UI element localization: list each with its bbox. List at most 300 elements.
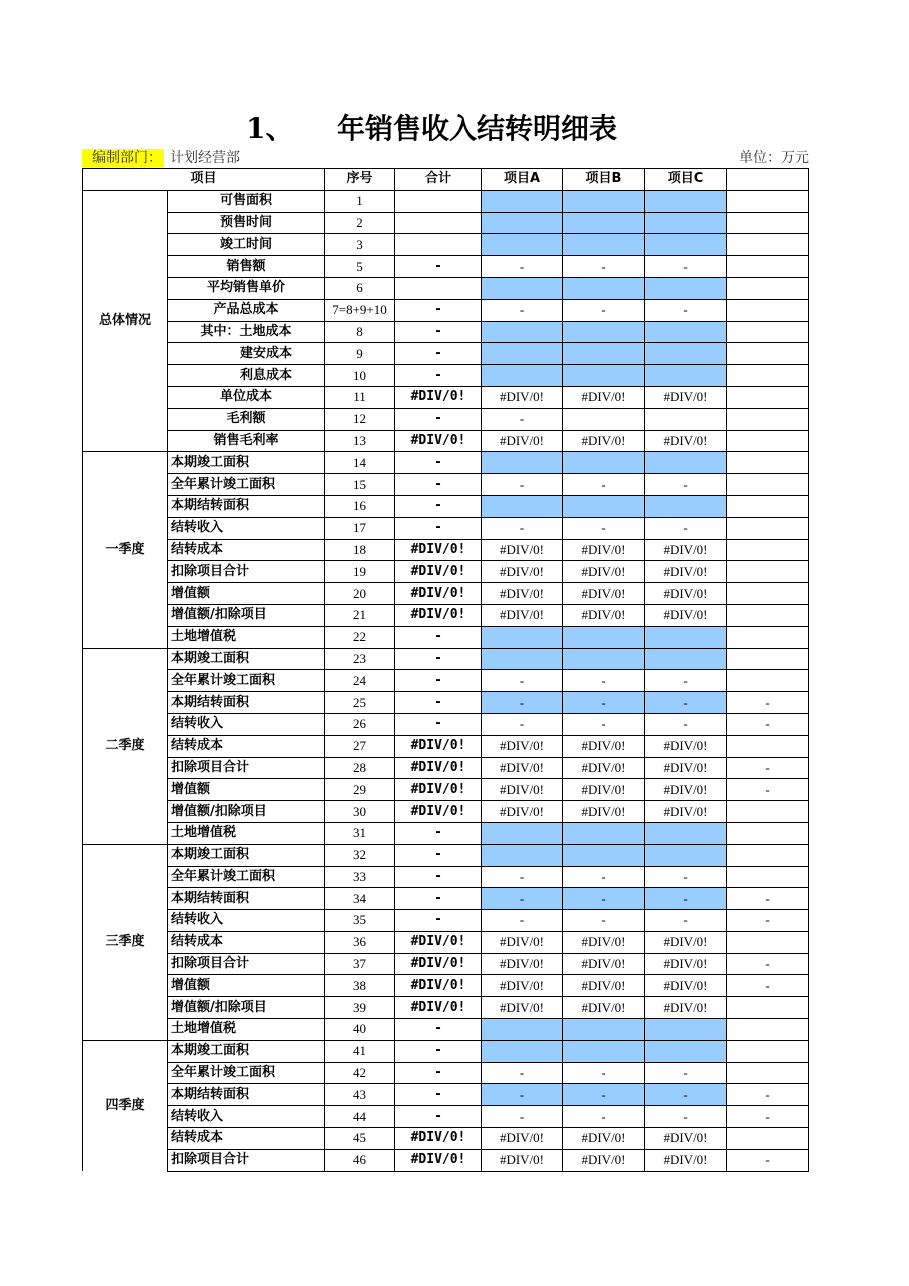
table-row [83,1128,809,1150]
project-b-cell[interactable]: #DIV/0! [563,386,645,408]
row-label: 增值额/扣除项目 [168,997,325,1019]
project-b-cell[interactable]: #DIV/0! [563,1149,645,1171]
extra-cell[interactable] [727,822,809,844]
row-label: 扣除项目合计 [168,953,325,975]
extra-cell[interactable] [727,670,809,692]
total-cell[interactable]: - [395,910,482,932]
header-extra [727,169,809,191]
project-a-cell[interactable]: #DIV/0! [482,801,563,823]
project-b-cell[interactable]: - [563,1084,645,1106]
project-b-cell[interactable]: - [563,692,645,714]
extra-cell[interactable] [727,866,809,888]
project-b-cell[interactable]: #DIV/0! [563,997,645,1019]
seq-cell: 5 [325,256,395,278]
project-c-cell[interactable] [645,277,727,299]
project-a-cell[interactable]: #DIV/0! [482,779,563,801]
project-b-cell[interactable] [563,321,645,343]
table-row [83,910,809,932]
project-a-cell[interactable]: #DIV/0! [482,997,563,1019]
project-c-cell[interactable]: - [645,713,727,735]
total-cell[interactable]: #DIV/0! [395,1149,482,1171]
total-cell[interactable] [395,212,482,234]
project-b-cell[interactable] [563,408,645,430]
project-b-cell[interactable] [563,844,645,866]
project-a-cell[interactable] [482,321,563,343]
total-cell[interactable]: #DIV/0! [395,430,482,452]
extra-cell[interactable]: - [727,713,809,735]
project-b-cell[interactable]: #DIV/0! [563,931,645,953]
extra-cell[interactable]: - [727,757,809,779]
project-c-cell[interactable]: - [645,474,727,496]
project-c-cell[interactable] [645,234,727,256]
total-cell[interactable]: - [395,517,482,539]
total-cell[interactable]: - [395,1106,482,1128]
row-label: 本期结转面积 [168,495,325,517]
row-label: 增值额/扣除项目 [168,604,325,626]
project-c-cell[interactable] [645,626,727,648]
extra-cell[interactable]: - [727,953,809,975]
extra-cell[interactable] [727,517,809,539]
header-project-a: 项目A [482,169,563,191]
extra-cell[interactable] [727,735,809,757]
extra-cell[interactable] [727,365,809,387]
extra-cell[interactable] [727,212,809,234]
total-cell[interactable]: - [395,474,482,496]
row-label: 扣除项目合计 [168,1149,325,1171]
row-label: 土地增值税 [168,822,325,844]
seq-cell: 11 [325,386,395,408]
total-cell[interactable]: - [395,452,482,474]
extra-cell[interactable] [727,844,809,866]
unit-label: 单位：万元 [739,150,809,166]
project-c-cell[interactable]: #DIV/0! [645,1149,727,1171]
extra-cell[interactable] [727,474,809,496]
project-a-cell[interactable]: #DIV/0! [482,975,563,997]
project-b-cell[interactable]: #DIV/0! [563,561,645,583]
seq-cell: 30 [325,801,395,823]
seq-cell: 31 [325,822,395,844]
table-row [83,495,809,517]
project-b-cell[interactable]: - [563,910,645,932]
project-c-cell[interactable] [645,365,727,387]
project-b-cell[interactable]: #DIV/0! [563,779,645,801]
project-a-cell[interactable] [482,1040,563,1062]
extra-cell[interactable] [727,299,809,321]
project-c-cell[interactable]: #DIV/0! [645,975,727,997]
total-cell[interactable]: - [395,256,482,278]
total-cell[interactable]: #DIV/0! [395,801,482,823]
extra-cell[interactable] [727,626,809,648]
project-c-cell[interactable]: #DIV/0! [645,430,727,452]
seq-cell: 15 [325,474,395,496]
total-cell[interactable]: - [395,299,482,321]
extra-cell[interactable] [727,452,809,474]
row-label: 利息成本 [168,365,325,387]
total-cell[interactable]: - [395,495,482,517]
table-row [83,1084,809,1106]
project-a-cell[interactable]: - [482,692,563,714]
table-row [83,866,809,888]
total-cell[interactable]: - [395,713,482,735]
total-cell[interactable]: - [395,321,482,343]
project-c-cell[interactable] [645,1019,727,1041]
project-c-cell[interactable] [645,408,727,430]
row-label: 扣除项目合计 [168,561,325,583]
project-a-cell[interactable] [482,822,563,844]
total-cell[interactable]: - [395,365,482,387]
extra-cell[interactable] [727,277,809,299]
total-cell[interactable]: - [395,888,482,910]
dept-value[interactable]: 计划经营部 [170,150,240,166]
project-b-cell[interactable] [563,234,645,256]
project-c-cell[interactable]: #DIV/0! [645,539,727,561]
extra-cell[interactable] [727,604,809,626]
row-label: 结转成本 [168,539,325,561]
seq-cell: 8 [325,321,395,343]
total-cell[interactable]: - [395,343,482,365]
project-a-cell[interactable]: - [482,408,563,430]
project-c-cell[interactable]: #DIV/0! [645,1128,727,1150]
table-row [83,256,809,278]
total-cell[interactable] [395,234,482,256]
seq-cell: 37 [325,953,395,975]
project-c-cell[interactable] [645,648,727,670]
project-a-cell[interactable]: #DIV/0! [482,386,563,408]
project-c-cell[interactable]: - [645,910,727,932]
project-c-cell[interactable]: - [645,1106,727,1128]
extra-cell[interactable] [727,256,809,278]
project-a-cell[interactable]: #DIV/0! [482,1149,563,1171]
project-c-cell[interactable]: #DIV/0! [645,997,727,1019]
project-a-cell[interactable]: #DIV/0! [482,757,563,779]
project-b-cell[interactable]: #DIV/0! [563,757,645,779]
total-cell[interactable]: - [395,1062,482,1084]
extra-cell[interactable] [727,931,809,953]
total-cell[interactable]: #DIV/0! [395,735,482,757]
total-cell[interactable]: #DIV/0! [395,975,482,997]
extra-cell[interactable] [727,495,809,517]
project-b-cell[interactable]: #DIV/0! [563,539,645,561]
total-cell[interactable]: - [395,692,482,714]
row-label: 全年累计竣工面积 [168,866,325,888]
project-a-cell[interactable] [482,1019,563,1041]
extra-cell[interactable] [727,1040,809,1062]
project-c-cell[interactable]: #DIV/0! [645,386,727,408]
project-b-cell[interactable] [563,1019,645,1041]
table-row [83,713,809,735]
total-cell[interactable]: - [395,670,482,692]
project-a-cell[interactable] [482,844,563,866]
project-a-cell[interactable]: - [482,888,563,910]
extra-cell[interactable]: - [727,692,809,714]
total-cell[interactable]: - [395,844,482,866]
extra-cell[interactable]: - [727,910,809,932]
project-a-cell[interactable] [482,365,563,387]
total-cell[interactable]: #DIV/0! [395,561,482,583]
row-label: 增值额/扣除项目 [168,801,325,823]
project-c-cell[interactable]: #DIV/0! [645,604,727,626]
project-a-cell[interactable] [482,190,563,212]
project-b-cell[interactable]: - [563,1106,645,1128]
extra-cell[interactable]: - [727,1106,809,1128]
total-cell[interactable]: #DIV/0! [395,757,482,779]
extra-cell[interactable] [727,801,809,823]
group-label: 四季度 [83,1040,168,1171]
project-c-cell[interactable]: - [645,670,727,692]
project-a-cell[interactable]: - [482,670,563,692]
total-cell[interactable]: - [395,1040,482,1062]
project-b-cell[interactable]: - [563,474,645,496]
project-b-cell[interactable] [563,452,645,474]
extra-cell[interactable] [727,234,809,256]
row-label: 土地增值税 [168,1019,325,1041]
extra-cell[interactable] [727,386,809,408]
project-b-cell[interactable]: #DIV/0! [563,1128,645,1150]
project-a-cell[interactable] [482,648,563,670]
project-b-cell[interactable]: #DIV/0! [563,583,645,605]
row-label: 本期竣工面积 [168,844,325,866]
seq-cell: 46 [325,1149,395,1171]
extra-cell[interactable] [727,321,809,343]
project-c-cell[interactable]: #DIV/0! [645,561,727,583]
project-b-cell[interactable]: #DIV/0! [563,975,645,997]
header-item: 项目 [83,169,325,191]
total-cell[interactable]: - [395,1019,482,1041]
seq-cell: 39 [325,997,395,1019]
project-c-cell[interactable] [645,212,727,234]
seq-cell: 12 [325,408,395,430]
title-number: 1、 [246,112,294,145]
total-cell[interactable]: - [395,626,482,648]
extra-cell[interactable] [727,583,809,605]
extra-cell[interactable] [727,561,809,583]
project-b-cell[interactable] [563,212,645,234]
project-a-cell[interactable]: #DIV/0! [482,561,563,583]
total-cell[interactable] [395,190,482,212]
project-a-cell[interactable] [482,343,563,365]
project-a-cell[interactable]: #DIV/0! [482,604,563,626]
project-a-cell[interactable]: - [482,713,563,735]
row-label: 结转成本 [168,735,325,757]
group-label: 三季度 [83,844,168,1040]
total-cell[interactable] [395,277,482,299]
project-a-cell[interactable]: #DIV/0! [482,953,563,975]
project-a-cell[interactable] [482,452,563,474]
total-cell[interactable]: #DIV/0! [395,539,482,561]
total-cell[interactable]: #DIV/0! [395,583,482,605]
seq-cell: 10 [325,365,395,387]
project-b-cell[interactable] [563,190,645,212]
table-row [83,1149,809,1171]
row-label: 增值额 [168,975,325,997]
project-b-cell[interactable]: #DIV/0! [563,953,645,975]
project-c-cell[interactable] [645,321,727,343]
row-label: 结转成本 [168,1128,325,1150]
row-label: 结转收入 [168,713,325,735]
project-a-cell[interactable]: - [482,910,563,932]
total-cell[interactable]: #DIV/0! [395,779,482,801]
seq-cell: 14 [325,452,395,474]
project-c-cell[interactable]: - [645,888,727,910]
seq-cell: 33 [325,866,395,888]
project-c-cell[interactable] [645,452,727,474]
project-c-cell[interactable] [645,1040,727,1062]
seq-cell: 38 [325,975,395,997]
project-b-cell[interactable]: #DIV/0! [563,430,645,452]
project-b-cell[interactable]: - [563,517,645,539]
project-a-cell[interactable] [482,234,563,256]
project-c-cell[interactable]: - [645,1084,727,1106]
total-cell[interactable]: - [395,648,482,670]
total-cell[interactable]: #DIV/0! [395,1128,482,1150]
project-a-cell[interactable]: - [482,1062,563,1084]
project-b-cell[interactable] [563,277,645,299]
row-label: 本期结转面积 [168,888,325,910]
total-cell[interactable]: #DIV/0! [395,931,482,953]
project-a-cell[interactable]: - [482,517,563,539]
seq-cell: 18 [325,539,395,561]
project-b-cell[interactable]: - [563,866,645,888]
table-row [83,779,809,801]
extra-cell[interactable] [727,997,809,1019]
project-b-cell[interactable]: - [563,888,645,910]
project-c-cell[interactable]: #DIV/0! [645,931,727,953]
extra-cell[interactable] [727,1019,809,1041]
extra-cell[interactable] [727,1128,809,1150]
project-b-cell[interactable] [563,1040,645,1062]
seq-cell: 9 [325,343,395,365]
table-row [83,648,809,670]
extra-cell[interactable]: - [727,975,809,997]
table-row [83,822,809,844]
extra-cell[interactable] [727,343,809,365]
project-b-cell[interactable]: - [563,670,645,692]
project-a-cell[interactable]: - [482,299,563,321]
project-b-cell[interactable]: #DIV/0! [563,735,645,757]
total-cell[interactable]: - [395,1084,482,1106]
project-a-cell[interactable]: #DIV/0! [482,1128,563,1150]
seq-cell: 2 [325,212,395,234]
project-c-cell[interactable]: - [645,866,727,888]
seq-cell: 7=8+9+10 [325,299,395,321]
seq-cell: 45 [325,1128,395,1150]
seq-cell: 40 [325,1019,395,1041]
project-c-cell[interactable]: #DIV/0! [645,801,727,823]
row-label: 产品总成本 [168,299,325,321]
project-a-cell[interactable]: - [482,256,563,278]
project-c-cell[interactable]: - [645,256,727,278]
total-cell[interactable]: - [395,866,482,888]
total-cell[interactable]: - [395,408,482,430]
extra-cell[interactable] [727,408,809,430]
project-b-cell[interactable]: - [563,713,645,735]
table-row [83,408,809,430]
seq-cell: 44 [325,1106,395,1128]
table-row [83,888,809,910]
seq-cell: 20 [325,583,395,605]
total-cell[interactable]: #DIV/0! [395,997,482,1019]
project-c-cell[interactable] [645,495,727,517]
extra-cell[interactable] [727,1062,809,1084]
project-c-cell[interactable] [645,844,727,866]
project-c-cell[interactable]: #DIV/0! [645,779,727,801]
project-a-cell[interactable]: - [482,474,563,496]
project-b-cell[interactable] [563,626,645,648]
project-b-cell[interactable] [563,365,645,387]
table-row [83,1019,809,1041]
extra-cell[interactable] [727,648,809,670]
project-a-cell[interactable] [482,277,563,299]
project-b-cell[interactable]: - [563,1062,645,1084]
project-b-cell[interactable] [563,495,645,517]
project-c-cell[interactable]: - [645,517,727,539]
project-a-cell[interactable] [482,495,563,517]
extra-cell[interactable]: - [727,1084,809,1106]
project-b-cell[interactable] [563,822,645,844]
project-a-cell[interactable]: - [482,1084,563,1106]
seq-cell: 29 [325,779,395,801]
project-c-cell[interactable]: #DIV/0! [645,757,727,779]
seq-cell: 34 [325,888,395,910]
project-a-cell[interactable]: #DIV/0! [482,539,563,561]
project-b-cell[interactable]: - [563,299,645,321]
total-cell[interactable]: #DIV/0! [395,386,482,408]
seq-cell: 42 [325,1062,395,1084]
project-b-cell[interactable] [563,343,645,365]
project-b-cell[interactable]: #DIV/0! [563,801,645,823]
project-a-cell[interactable]: #DIV/0! [482,430,563,452]
project-c-cell[interactable] [645,822,727,844]
seq-cell: 26 [325,713,395,735]
project-c-cell[interactable]: #DIV/0! [645,735,727,757]
project-c-cell[interactable]: - [645,299,727,321]
project-c-cell[interactable]: #DIV/0! [645,583,727,605]
row-label: 本期竣工面积 [168,648,325,670]
extra-cell[interactable] [727,539,809,561]
project-c-cell[interactable]: - [645,692,727,714]
project-a-cell[interactable]: #DIV/0! [482,735,563,757]
table-row [83,692,809,714]
table-row [83,212,809,234]
seq-cell: 25 [325,692,395,714]
total-cell[interactable]: #DIV/0! [395,953,482,975]
extra-cell[interactable] [727,430,809,452]
extra-cell[interactable] [727,190,809,212]
project-a-cell[interactable]: - [482,1106,563,1128]
extra-cell[interactable]: - [727,779,809,801]
project-a-cell[interactable] [482,212,563,234]
project-c-cell[interactable]: #DIV/0! [645,953,727,975]
project-a-cell[interactable]: #DIV/0! [482,583,563,605]
table-row [83,234,809,256]
seq-cell: 35 [325,910,395,932]
table-row [83,430,809,452]
project-b-cell[interactable] [563,648,645,670]
project-c-cell[interactable] [645,343,727,365]
extra-cell[interactable]: - [727,888,809,910]
project-a-cell[interactable]: - [482,866,563,888]
table-row [83,277,809,299]
project-c-cell[interactable] [645,190,727,212]
project-b-cell[interactable]: #DIV/0! [563,604,645,626]
project-a-cell[interactable]: #DIV/0! [482,931,563,953]
project-a-cell[interactable] [482,626,563,648]
extra-cell[interactable]: - [727,1149,809,1171]
total-cell[interactable]: - [395,822,482,844]
total-cell[interactable]: #DIV/0! [395,604,482,626]
project-b-cell[interactable]: - [563,256,645,278]
project-c-cell[interactable]: - [645,1062,727,1084]
